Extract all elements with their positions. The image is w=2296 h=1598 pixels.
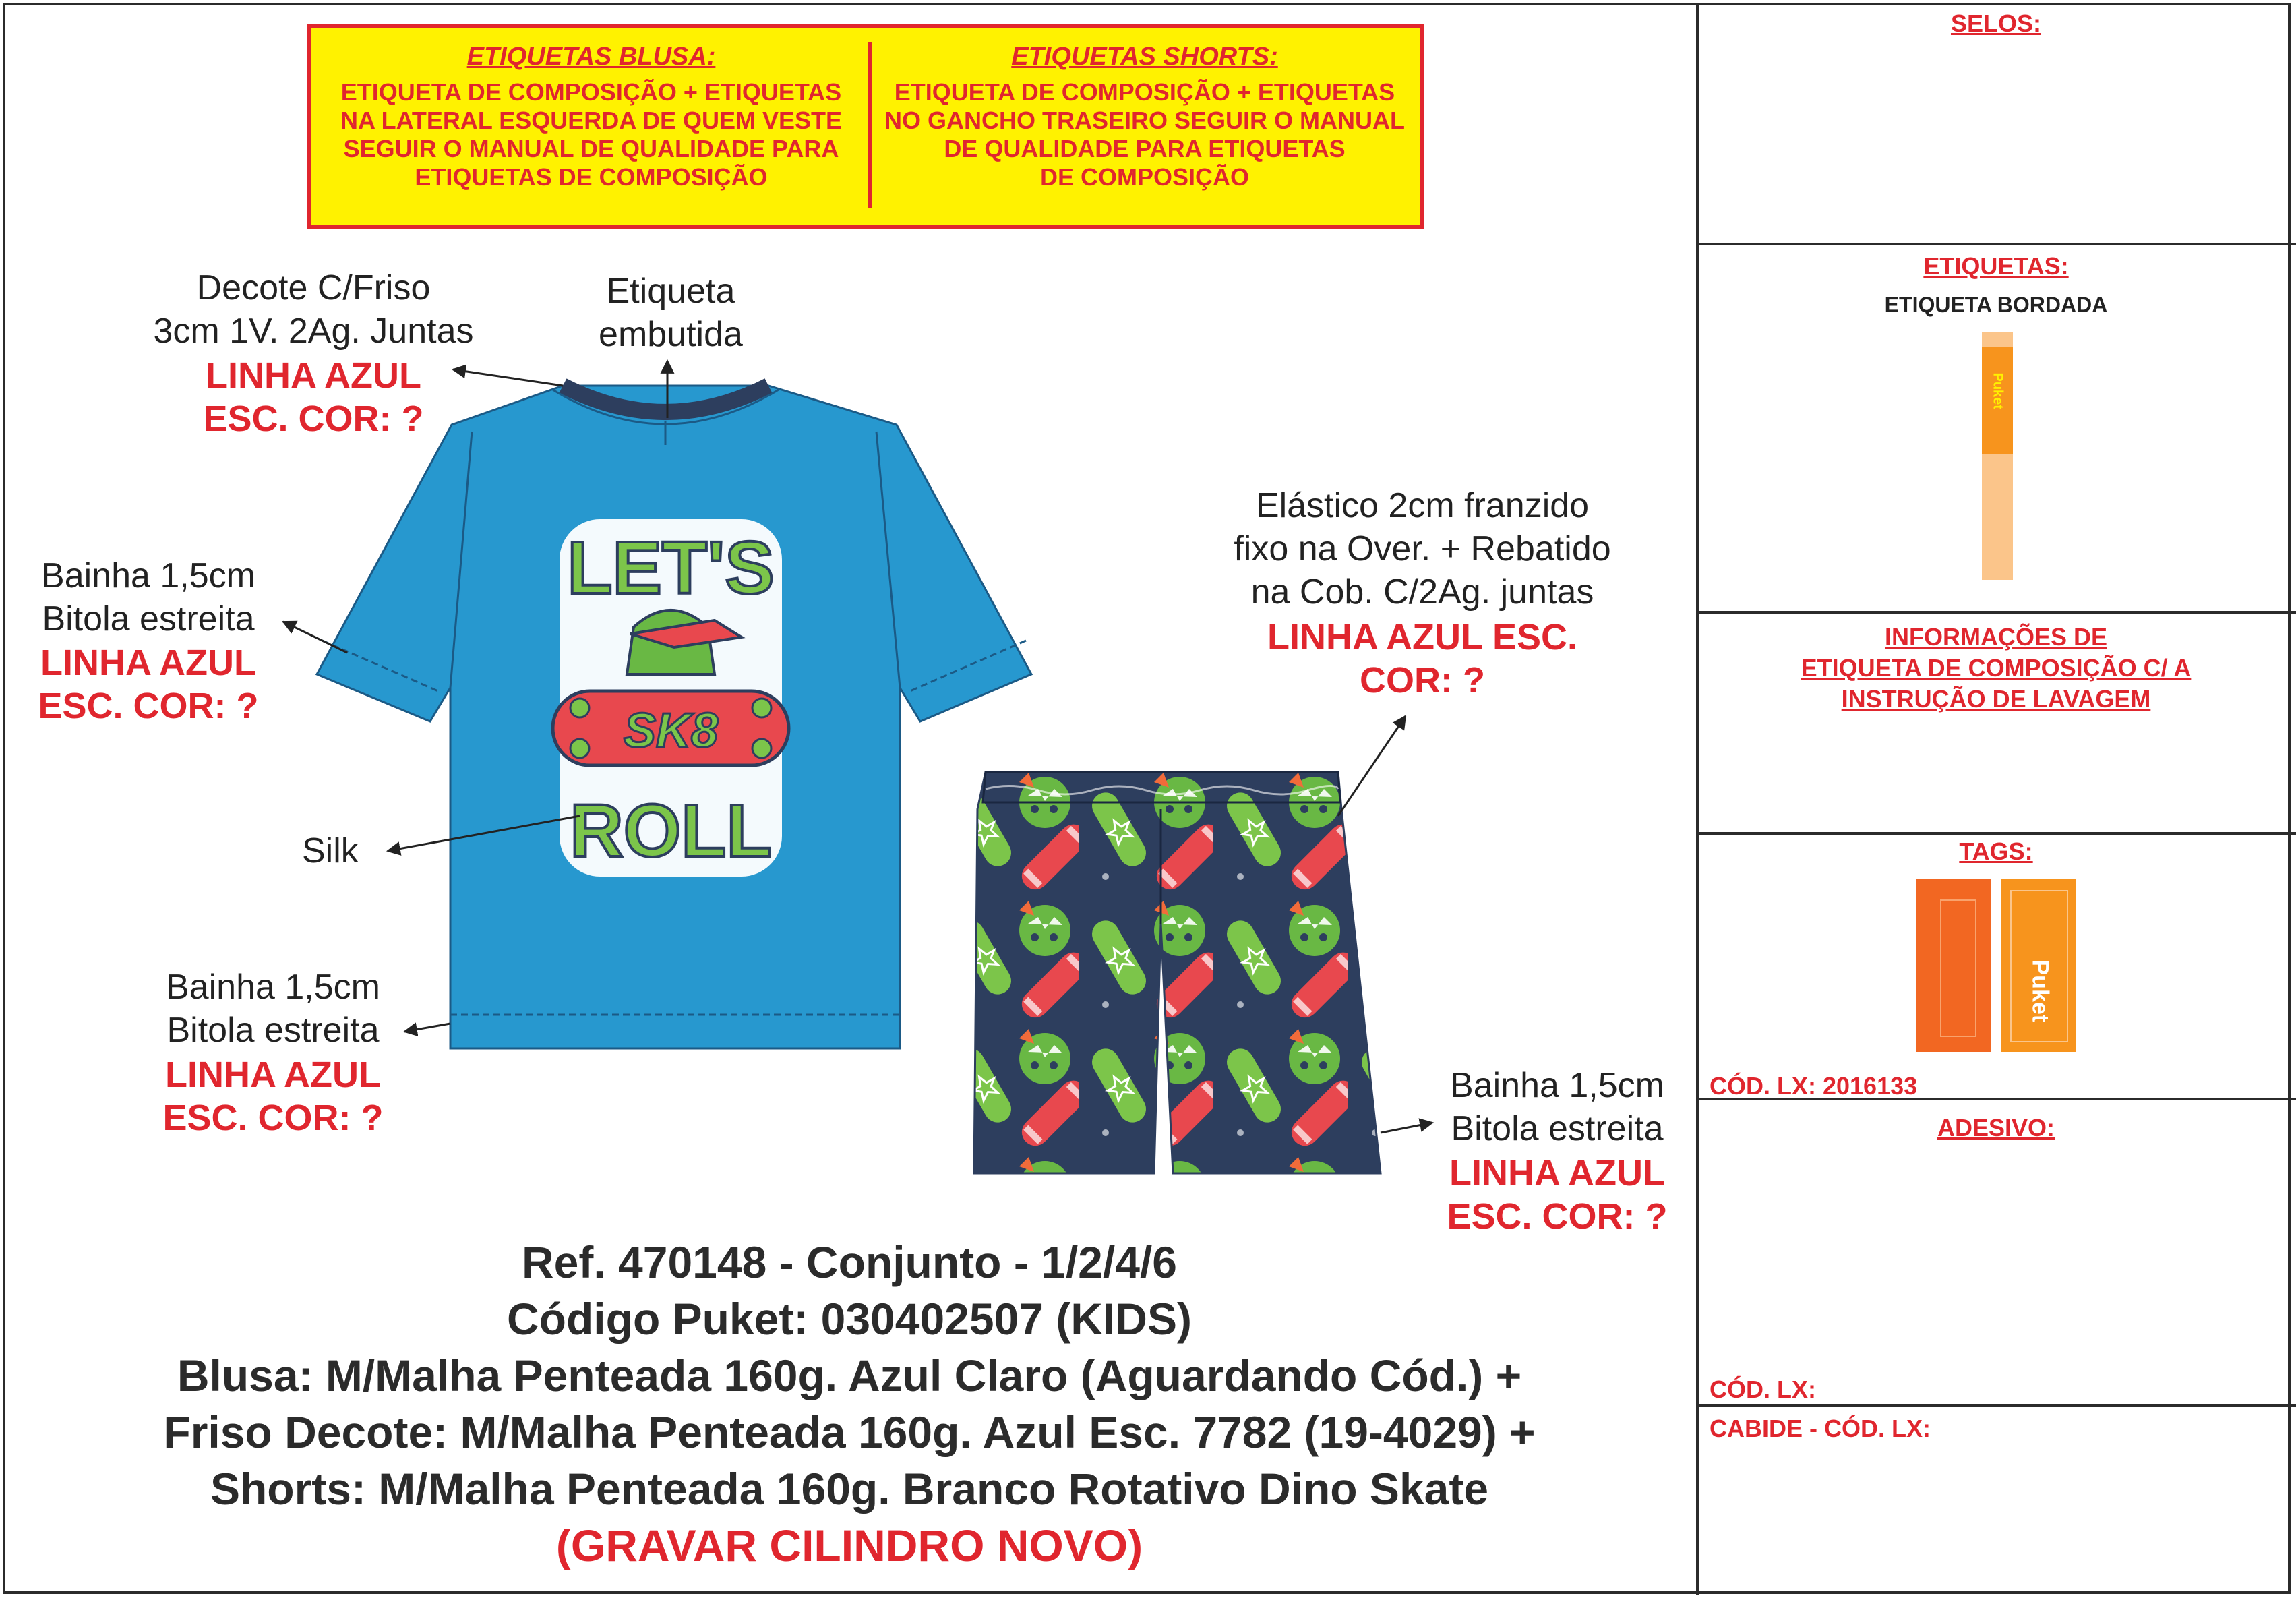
spec-gravar: (GRAVAR CILINDRO NOVO) — [555, 1520, 1143, 1570]
print-roll-text: ROLL — [570, 790, 772, 872]
sleeve-hem-note: Bainha 1,5cm Bitola estreita — [41, 556, 255, 639]
etiquetas-title: ETIQUETAS: — [1923, 252, 2069, 280]
sidebar-row-divider — [1696, 243, 2296, 245]
spec-friso: Friso Decote: M/Malha Penteada 160g. Azul Esc. 7782 (19-4029) + — [163, 1407, 1536, 1457]
sidebar-row-divider — [1696, 1404, 2296, 1407]
composition-info-title: INFORMAÇÕES DE ETIQUETA DE COMPOSIÇÃO C/ A INSTRUÇÃO DE LAVAGEM — [1801, 623, 2192, 713]
elastic-note: Elástico 2cm franzido fixo na Over. + Rebatido na Cob. C/2Ag. juntas — [1234, 486, 1611, 612]
spec-blusa: Blusa: M/Malha Penteada 160g. Azul Claro (Aguardando Cód.) + — [177, 1351, 1522, 1400]
decote-thread-note: LINHA AZUL ESC. COR: ? — [203, 355, 424, 439]
etiqueta-note: Etiqueta embutida — [599, 272, 743, 354]
print-sk8-text: SK8 — [623, 704, 719, 758]
shirt-hem-note: Bainha 1,5cm Bitola estreita — [166, 968, 380, 1050]
sidebar-row-divider — [1696, 832, 2296, 835]
embroidered-label-image — [1982, 332, 2013, 580]
decote-note: Decote C/Friso 3cm 1V. 2Ag. Juntas — [153, 268, 474, 351]
spec-codigo: Código Puket: 030402507 (KIDS) — [507, 1294, 1192, 1344]
adesivo-title: ADESIVO: — [1937, 1114, 2055, 1142]
silk-note: Silk — [302, 831, 359, 870]
shorts-labels-text: ETIQUETA DE COMPOSIÇÃO + ETIQUETAS NO GANCHO TRASEIRO SEGUIR O MANUAL DE QUALIDADE PARA ETIQUETAS DE COMPOSIÇÃO — [884, 78, 1405, 191]
shorts-hem-thread-note: LINHA AZUL ESC. COR: ? — [1447, 1153, 1668, 1237]
etiqueta-bordada-label: ETIQUETA BORDADA — [1884, 293, 2108, 317]
embroidered-label-brand: Puket — [1990, 372, 2005, 409]
sidebar-row-divider — [1696, 611, 2296, 614]
selos-title: SELOS: — [1950, 9, 2041, 37]
print-lets-text: LET'S — [567, 527, 775, 610]
tags-code: CÓD. LX: 2016133 — [1710, 1072, 1918, 1100]
shorts-hem-note: Bainha 1,5cm Bitola estreita — [1450, 1066, 1664, 1148]
blusa-labels-title: ETIQUETAS BLUSA: — [466, 42, 716, 71]
tag-front-image — [1916, 879, 1991, 1052]
shorts-labels-title: ETIQUETAS SHORTS: — [1011, 42, 1278, 71]
adesivo-code: CÓD. LX: — [1710, 1375, 1816, 1403]
sidebar-divider — [1696, 3, 1699, 1595]
tag-brand-text: Puket — [2027, 959, 2053, 1023]
spec-shorts: Shorts: M/Malha Penteada 160g. Branco Rotativo Dino Skate — [210, 1464, 1489, 1514]
shorts-drawing — [974, 772, 1381, 1173]
blusa-labels-text: ETIQUETA DE COMPOSIÇÃO + ETIQUETAS NA LATERAL ESQUERDA DE QUEM VESTE SEGUIR O MANUAL DE QUALIDADE PARA ETIQUETAS DE COMPOSIÇÃO — [340, 78, 843, 191]
sleeve-hem-thread-note: LINHA AZUL ESC. COR: ? — [38, 643, 259, 726]
shirt-hem-thread-note: LINHA AZUL ESC. COR: ? — [162, 1055, 384, 1138]
tag-back-image — [2001, 879, 2076, 1052]
spec-ref: Ref. 470148 - Conjunto - 1/2/4/6 — [522, 1237, 1177, 1287]
elastic-thread-note: LINHA AZUL ESC. COR: ? — [1267, 617, 1577, 701]
cabide-code: CABIDE - CÓD. LX: — [1710, 1415, 1931, 1442]
tag-front-frame — [1940, 899, 1976, 1037]
tags-title: TAGS: — [1959, 837, 2033, 865]
silk-print-artwork — [553, 519, 789, 877]
